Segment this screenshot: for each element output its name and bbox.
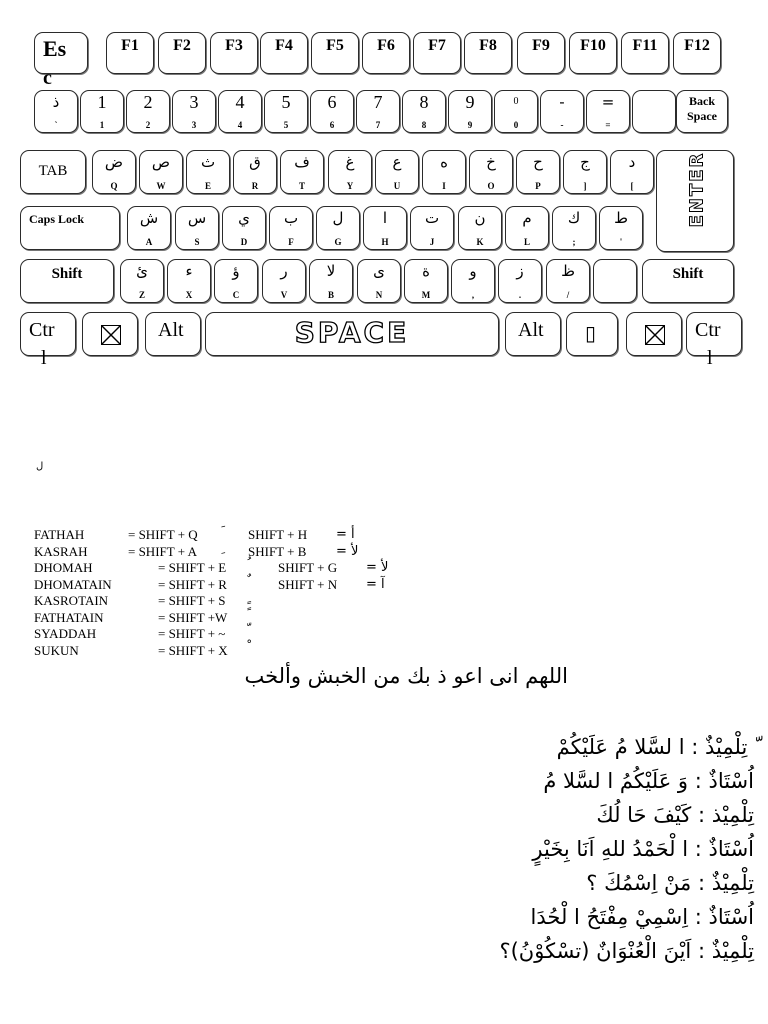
function-key-f8[interactable] (464, 32, 512, 74)
caps-lock-label: Caps Lock (29, 212, 85, 226)
q-row-key-r[interactable] (233, 150, 277, 194)
z-row-key-3[interactable] (214, 259, 258, 303)
dialog-line: اُسْتَاذٌ : اِسْمِيْ مِفْتَحُ ا لْحُدَا (530, 905, 754, 929)
key-arabic-char: ئ (136, 262, 148, 280)
dialog-line: تِلْمِيْذٌ : مَنْ اِسْمُكَ ؟ (586, 871, 754, 895)
key-latin-char: E (204, 181, 211, 191)
key-primary-char: 4 (235, 92, 245, 112)
function-key-label: F6 (377, 37, 395, 54)
shortcut-combo: = SHIFT + E (158, 560, 227, 575)
q-row-key-q[interactable] (92, 150, 136, 194)
alt-label: Alt (158, 319, 184, 341)
key-latin-char: , (471, 290, 475, 300)
number-row-key-10[interactable] (448, 90, 492, 133)
function-key-label: F5 (326, 37, 344, 54)
alt-label: Alt (518, 319, 544, 341)
key-arabic-char: ه (440, 153, 448, 171)
menu-icon: ▯ (585, 323, 597, 345)
key-arabic-char: م (522, 209, 532, 227)
key-arabic-char: ر (280, 262, 288, 280)
ctrl-label-line1: Ctr (29, 319, 55, 341)
a-row-key-9[interactable] (505, 206, 549, 250)
z-row-key-2[interactable] (167, 259, 211, 303)
key-latin-char: 1 (99, 120, 105, 130)
a-row-key-11[interactable] (599, 206, 643, 250)
shift-label: Shift (672, 266, 704, 282)
shortcut-extra: SHIFT + G (278, 560, 338, 575)
window-icon (101, 325, 121, 345)
number-row-key-5[interactable] (218, 90, 262, 133)
key-arabic-char: ؤ (232, 262, 240, 280)
key-primary-char: 6 (327, 92, 337, 112)
z-row-key-5[interactable] (309, 259, 353, 303)
key-latin-char: / (566, 290, 570, 300)
key-latin-char: Z (138, 290, 145, 300)
right-alt-key[interactable] (505, 312, 561, 356)
key-primary-char: 8 (419, 92, 429, 112)
z-row-key-11[interactable] (593, 259, 637, 303)
dialog-line: اُسْتَاذٌ : وَ عَلَيْكُمُ ا لسَّلا مُ (543, 769, 754, 793)
key-latin-char: ` (54, 120, 58, 130)
key-latin-char: T (298, 181, 305, 191)
key-arabic-char: ح (533, 153, 543, 171)
key-arabic-char: ك (567, 209, 581, 227)
function-key-f4[interactable] (260, 32, 308, 74)
key-latin-char: P (535, 181, 541, 191)
key-latin-char: R (251, 181, 259, 191)
q-row-key-p[interactable] (516, 150, 560, 194)
shortcut-extra: SHIFT + B (248, 543, 307, 559)
key-arabic-char: ظ (561, 262, 575, 280)
number-row-key-12[interactable] (540, 90, 584, 133)
shortcut-extra: SHIFT + H (248, 527, 308, 542)
function-key-label: F9 (532, 37, 550, 54)
key-arabic-char: ن (474, 209, 486, 227)
shortcut-extra: SHIFT + N (278, 576, 338, 592)
function-key-f9[interactable] (517, 32, 565, 74)
backspace-label-line2: Space (687, 109, 717, 123)
key-latin-char: 2 (145, 120, 151, 130)
function-key-f7[interactable] (413, 32, 461, 74)
esc-key[interactable] (34, 32, 88, 89)
shortcut-combo: = SHIFT + R (158, 576, 227, 592)
key-primary-char: ذ (52, 93, 60, 111)
number-row-key-8[interactable] (356, 90, 400, 133)
key-latin-char: I (442, 181, 446, 191)
shortcut-name: SUKUN (34, 642, 79, 658)
key-latin-char: Q (110, 181, 118, 191)
enter-key[interactable] (656, 150, 734, 252)
z-row-key-1[interactable] (120, 259, 164, 303)
number-row-key-3[interactable] (126, 90, 170, 133)
key-latin-char: 5 (283, 120, 289, 130)
key-arabic-char: و (469, 262, 477, 280)
shortcut-name: DHOMATAIN (34, 576, 112, 592)
backspace-label-line1: Back (688, 94, 715, 108)
key-primary-char: 1 (97, 92, 107, 112)
esc-label-line1: Es (43, 36, 67, 61)
z-row-key-7[interactable] (404, 259, 448, 303)
q-row-key-o[interactable] (469, 150, 513, 194)
q-row-key-[[interactable] (610, 150, 654, 194)
tab-key[interactable] (20, 150, 86, 194)
key-latin-char: V (280, 290, 288, 300)
key-arabic-char: ء (185, 262, 193, 280)
left-windows-key[interactable] (82, 312, 138, 356)
function-key-f12[interactable] (673, 32, 721, 74)
key-arabic-char: ق (249, 153, 261, 171)
key-primary-char: 5 (281, 92, 291, 112)
ctrl-label-line1: Ctr (695, 319, 721, 341)
function-key-label: F1 (121, 37, 139, 54)
shortcut-combo: = SHIFT + X (158, 642, 228, 658)
key-latin-char: C (232, 290, 240, 300)
function-key-label: F7 (428, 37, 446, 54)
key-latin-char: . (518, 290, 522, 300)
z-row-key-10[interactable] (546, 259, 590, 303)
shortcut-combo: = SHIFT +W (158, 609, 228, 625)
number-row-key-2[interactable] (80, 90, 124, 133)
dialog-line: ّ تِلْمِيْذٌ : ا لسَّلا مُ عَلَيْكُمْ (556, 735, 754, 759)
function-key-f11[interactable] (621, 32, 669, 74)
function-key-f3[interactable] (210, 32, 258, 74)
key-arabic-char: ش (139, 209, 159, 227)
shortcut-combo: = SHIFT + ~ (158, 626, 226, 641)
number-row-key-14[interactable] (632, 90, 676, 133)
dialog-line: تِلْمِيْذ : كَيْفَ حَا لُكَ (596, 803, 754, 827)
caps-lock-key[interactable] (20, 206, 120, 250)
key-latin-char: ; (572, 237, 576, 247)
key-latin-char: ] (583, 181, 587, 191)
q-row-key-][interactable] (563, 150, 607, 194)
esc-label-line2: c (43, 67, 52, 89)
function-key-label: F4 (275, 37, 293, 54)
key-arabic-char: ى (373, 262, 385, 280)
key-latin-char: M (421, 290, 431, 300)
key-latin-char: K (476, 237, 484, 247)
key-arabic-char: ب (283, 209, 299, 227)
a-row-key-8[interactable] (458, 206, 502, 250)
q-row-key-e[interactable] (186, 150, 230, 194)
key-latin-char: 3 (191, 120, 197, 130)
menu-key[interactable] (566, 312, 618, 356)
key-arabic-char: ج (580, 153, 590, 171)
a-row-key-7[interactable] (410, 206, 454, 250)
key-latin-char: X (185, 290, 193, 300)
key-arabic-char: خ (486, 153, 496, 171)
a-row-key-5[interactable] (316, 206, 360, 250)
shift-label: Shift (51, 266, 83, 282)
ctrl-label-line2: l (41, 347, 47, 369)
key-arabic-char: ا (382, 209, 388, 227)
stray-mark: ل (36, 461, 44, 472)
tab-label: TAB (38, 163, 68, 179)
key-arabic-char: ف (294, 153, 310, 171)
key-primary-char: = (601, 93, 615, 111)
function-key-label: F8 (479, 37, 497, 54)
key-arabic-char: د (628, 153, 636, 171)
key-arabic-char: ع (392, 153, 402, 171)
number-row-key-7[interactable] (310, 90, 354, 133)
z-row-key-8[interactable] (451, 259, 495, 303)
function-key-label: F3 (225, 37, 243, 54)
key-arabic-char: لا (326, 262, 336, 280)
a-row-key-10[interactable] (552, 206, 596, 250)
key-latin-char: [ (630, 181, 634, 191)
key-latin-char: B (327, 290, 334, 300)
number-row-key-6[interactable] (264, 90, 308, 133)
key-latin-char: H (381, 237, 389, 247)
shortcut-combo: = SHIFT + S (158, 593, 226, 608)
key-latin-char: 7 (375, 120, 381, 130)
shortcut-name: DHOMAH (34, 560, 93, 575)
number-row-key-4[interactable] (172, 90, 216, 133)
function-key-f5[interactable] (311, 32, 359, 74)
a-row-key-2[interactable] (175, 206, 219, 250)
key-latin-char: J (429, 237, 435, 247)
number-row-key-13[interactable] (586, 90, 630, 133)
right-ctrl-key[interactable] (686, 312, 742, 369)
space-bar[interactable] (205, 312, 499, 356)
key-arabic-char: ل (332, 209, 344, 227)
shortcut-name: FATHAH (34, 527, 85, 542)
q-row-key-t[interactable] (280, 150, 324, 194)
number-row-key-11[interactable] (494, 90, 538, 133)
key-latin-char: ' (619, 237, 623, 247)
q-row-key-u[interactable] (375, 150, 419, 194)
shortcut-combo: = SHIFT + A (128, 543, 197, 559)
number-row-key-9[interactable] (402, 90, 446, 133)
key-arabic-char: ت (424, 209, 440, 227)
function-key-label: F12 (684, 37, 710, 54)
key-latin-char: D (240, 237, 248, 247)
function-key-f6[interactable] (362, 32, 410, 74)
a-row-key-3[interactable] (222, 206, 266, 250)
key-arabic-char: ة (422, 262, 430, 280)
shortcut-name: FATHATAIN (34, 609, 104, 625)
shortcut-res: = آ (366, 576, 385, 592)
ctrl-label-line2: l (707, 347, 713, 369)
key-arabic-char: ط (614, 209, 628, 227)
key-latin-char: 9 (467, 120, 473, 130)
dialog-block (424, 730, 754, 968)
z-row-key-9[interactable] (498, 259, 542, 303)
backspace-key[interactable] (676, 90, 728, 133)
key-primary-char: 9 (465, 92, 475, 112)
key-latin-char: G (334, 237, 342, 247)
key-arabic-char: س (187, 209, 207, 227)
key-arabic-char: ض (104, 153, 124, 171)
right-windows-key[interactable] (626, 312, 682, 356)
key-arabic-char: ز (516, 262, 524, 280)
key-latin-char: F (288, 237, 294, 247)
prayer-line: اللهم انى اعو ذ بك من الخبش وألخب (244, 664, 568, 688)
z-row-key-6[interactable] (357, 259, 401, 303)
a-row-key-4[interactable] (269, 206, 313, 250)
shortcut-res: = لأ (336, 543, 359, 559)
a-row-key-6[interactable] (363, 206, 407, 250)
a-row-key-1[interactable] (127, 206, 171, 250)
window-icon (645, 325, 665, 345)
function-key-label: F10 (580, 37, 606, 54)
key-latin-char: A (145, 237, 153, 247)
key-primary-char: 2 (143, 92, 153, 112)
key-latin-char: 0 (513, 120, 519, 130)
number-row-key-1[interactable] (34, 90, 78, 133)
left-ctrl-key[interactable] (20, 312, 76, 369)
key-latin-char: 8 (421, 120, 427, 130)
key-latin-char: W (156, 181, 166, 191)
function-key-f1[interactable] (106, 32, 154, 74)
key-latin-char: L (523, 237, 530, 247)
shortcut-res: = أ (336, 527, 355, 542)
key-latin-char: 6 (329, 120, 335, 130)
key-primary-char: 0 (513, 96, 519, 107)
space-label: SPACE (294, 316, 410, 349)
shortcut-name: KASRAH (34, 543, 88, 559)
function-key-label: F11 (632, 37, 658, 54)
q-row-key-y[interactable] (328, 150, 372, 194)
key-arabic-char: ي (238, 209, 250, 227)
dialog-line: اُسْتَاذٌ : ا لْحَمْدُ للهِ اَنَا بِخَيْرٍ (532, 837, 754, 861)
key-arabic-char: ث (200, 153, 216, 171)
shortcut-res: = لأ (366, 560, 389, 575)
key-arabic-char: غ (345, 153, 355, 171)
key-primary-char: 3 (189, 92, 199, 112)
function-key-label: F2 (173, 37, 191, 54)
key-latin-char: Y (346, 181, 354, 191)
key-arabic-char: ص (151, 153, 171, 171)
q-row-key-w[interactable] (139, 150, 183, 194)
key-latin-char: N (375, 290, 383, 300)
shortcut-name: SYADDAH (34, 626, 97, 641)
shortcut-combo: = SHIFT + Q (128, 527, 198, 542)
key-latin-char: 4 (237, 120, 243, 130)
key-latin-char: = (605, 120, 611, 130)
key-primary-char: - (559, 93, 565, 111)
key-latin-char: O (487, 181, 495, 191)
right-shift-key[interactable] (642, 259, 734, 303)
z-row-key-4[interactable] (262, 259, 306, 303)
function-key-f2[interactable] (158, 32, 206, 74)
key-primary-char: 7 (373, 92, 383, 112)
key-latin-char: U (393, 181, 401, 191)
enter-label: ENTER (686, 151, 708, 228)
key-latin-char: - (560, 120, 564, 130)
left-alt-key[interactable] (145, 312, 201, 356)
key-latin-char: S (194, 237, 200, 247)
dialog-line: تِلْمِيْذٌ : اَيْنَ الْعُنْوَانٌ (تسْكُوْنُ)؟ (499, 939, 754, 963)
shortcut-name: KASROTAIN (34, 593, 109, 608)
left-shift-key[interactable] (20, 259, 114, 303)
q-row-key-i[interactable] (422, 150, 466, 194)
function-key-f10[interactable] (569, 32, 617, 74)
